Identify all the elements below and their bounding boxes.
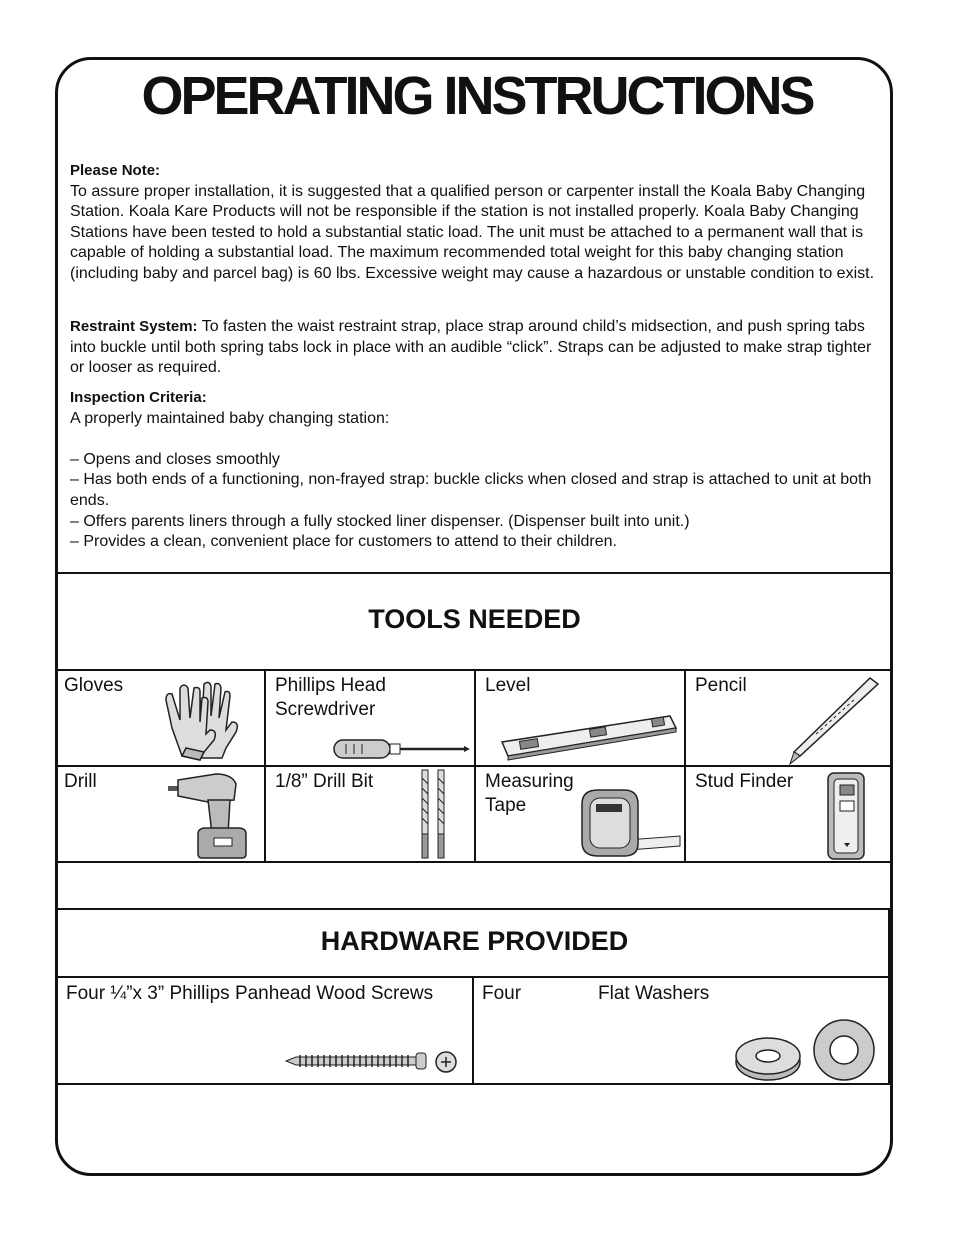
restraint-text: To fasten the waist restraint strap, place strap around child’s midsection, and push spring tabs into buckle until both spring tabs lock in place with an audible “click”. Straps can be adjusted to make strap tighter or looser as required. [70, 318, 872, 377]
divider [58, 572, 891, 574]
hardware-heading: HARDWARE PROVIDED [320, 926, 629, 956]
inspection-heading: Inspection Criteria: [70, 389, 207, 406]
tool-label-level: Level [485, 675, 531, 696]
please-note-section [70, 161, 882, 285]
divider [474, 669, 476, 863]
divider [472, 976, 474, 1085]
inspection-section [70, 388, 882, 553]
divider [888, 908, 890, 1085]
gloves-icon [160, 678, 248, 762]
divider [264, 669, 266, 863]
inspection-item: – Offers parents liners through a fully stocked liner dispenser. (Dispenser built into unit.) [70, 512, 690, 530]
washers-label: Flat Washers [598, 983, 710, 1004]
measuring-tape-icon [576, 786, 682, 858]
pencil-icon [786, 676, 882, 766]
tool-label-drill: Drill [64, 771, 97, 792]
drill-icon [168, 772, 254, 860]
divider [684, 669, 686, 863]
please-note-text: To assure proper installation, it is suggested that a qualified person or carpenter install the Koala Baby Changing Station. Koala Kare Products will not be responsible if the station is not installed properly. Koala Baby Changing Stations have been tested to hold a substantial static load. The unit must be attached to a permanent wall that is capable of holding a substantial load. The maximum recommended total weight for this baby changing station (including baby and parcel bag) is 60 lbs. Excessive weight may cause a hazardous or unstable condition to exist. [70, 182, 875, 282]
inspection-intro: A properly maintained baby changing station: [70, 409, 390, 427]
tool-label-drill-bit: 1/8” Drill Bit [275, 771, 374, 792]
drill-bit-icon [416, 768, 450, 862]
screwdriver-icon [332, 738, 472, 760]
tool-label-stud-finder: Stud Finder [695, 771, 794, 792]
divider [58, 976, 891, 978]
washers-count: Four [482, 983, 522, 1004]
level-icon [500, 712, 678, 762]
restraint-section [70, 317, 882, 379]
tool-label-screwdriver: Phillips Head Screwdriver [275, 675, 386, 720]
inspection-item: – Has both ends of a functioning, non-frayed strap: buckle clicks when closed and strap is attached to unit at both ends. [70, 471, 872, 509]
screw-icon [284, 1048, 460, 1074]
please-note-heading: Please Note: [70, 162, 161, 179]
inspection-item: – Provides a clean, convenient place for customers to attend to their children. [70, 533, 617, 551]
tool-label-pencil: Pencil [695, 675, 747, 696]
restraint-heading: Restraint System: [70, 318, 198, 335]
screws-label: Four ¼”x 3” Phillips Panhead Wood Screws [66, 983, 434, 1004]
tool-label-gloves: Gloves [64, 675, 124, 696]
stud-finder-icon [826, 771, 866, 861]
inspection-item: – Opens and closes smoothly [70, 450, 280, 468]
tools-heading: TOOLS NEEDED [368, 604, 581, 634]
page-title: OPERATING INSTRUCTIONS [141, 66, 813, 126]
divider [58, 908, 891, 910]
tool-label-measuring-tape: Measuring Tape [485, 771, 574, 816]
washers-icon [734, 1018, 880, 1084]
